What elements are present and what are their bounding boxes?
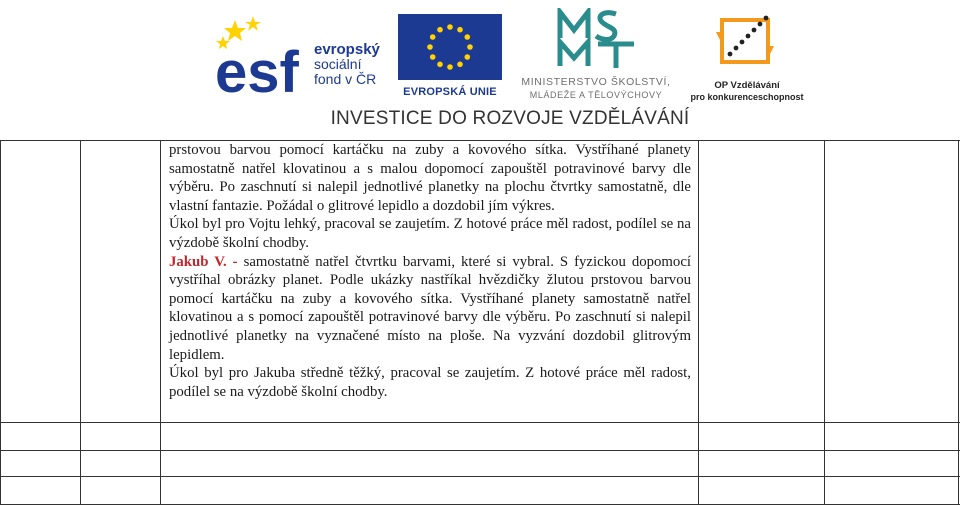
table-row-divider (0, 450, 960, 451)
msmt-mark-icon (556, 8, 638, 70)
esf-line-3: fond v ČR (314, 71, 377, 87)
op-mark-icon (710, 10, 780, 74)
table-row-divider (0, 476, 960, 477)
msmt-line-2: MLÁDEŽE A TĚLOVÝCHOVY (529, 90, 663, 100)
paragraph-vojta-evaluation: Úkol byl pro Vojtu lehký, pracoval se zaujetím. Z hotové práce měl radost, podílel se na výzdobě školní chodby. (169, 216, 691, 251)
op-logo (688, 10, 806, 100)
esf-mark-icon (215, 14, 307, 96)
eu-flag-icon (398, 14, 502, 80)
msmt-logo (508, 8, 684, 100)
esf-line-1: evropský (314, 41, 380, 58)
investice-slogan: INVESTICE DO ROZVOJE VZDĚLÁVÁNÍ (330, 108, 690, 129)
msmt-line-1: MINISTERSTVO ŠKOLSTVÍ, (521, 76, 671, 88)
table-row-divider (0, 422, 960, 423)
paragraph-jakub-text: samostatně natřel čtvrtku barvami, které si vybral. S fyzickou dopomocí vystříhal obrázky planet. Podle ukázky nastříkal hvězdičky žlutou prstovou barvou pomocí kartáčku na zuby a kovového sítka. Vystříhané planety samostatně natřel klovatinou a s pomocí zapouštěl potravinové barvy dle výběru. Po zaschnutí si nalepil jednotlivé planetky na vyznačené místo na ploše. Na vyzvání dozdobil glitrovým lepidlem. (169, 253, 691, 363)
evaluation-text-cell (169, 141, 691, 401)
esf-line-2: sociální (314, 56, 362, 72)
student-name: Jakub V. (169, 253, 227, 270)
op-line-1: OP Vzdělávání (714, 80, 780, 91)
name-dash: - (232, 253, 238, 270)
paragraph-jakub-evaluation: Úkol byl pro Jakuba středně těžký, pracoval se zaujetím. Z hotové práce měl radost, podílel se na výzdobě školní chodby. (169, 365, 691, 400)
op-line-2: pro konkurenceschopnost (690, 92, 804, 102)
paragraph-vojta-work: prstovou barvou pomocí kartáčku na zuby a kovového sítka. Vystříhané planety samostatně natřel klovatinou a s malou dopomocí zapouštěl potravinové barvy dle výběru. Po zaschnutí si nalepil jednotlivé planetky na plochu čtvrtky samostatně, dle vlastní fantazie. Požádal o glitrové lepidlo a dozdobil jím výkres. (169, 142, 691, 214)
esf-logo (215, 12, 391, 98)
paragraph-jakub-work (169, 253, 691, 365)
eu-label: EVROPSKÁ UNIE (403, 86, 497, 98)
svg-text:esf: esf (215, 40, 299, 96)
document-table (0, 140, 960, 505)
eu-logo (398, 14, 502, 100)
logo-banner (0, 0, 960, 140)
esf-wordmark (314, 42, 380, 87)
